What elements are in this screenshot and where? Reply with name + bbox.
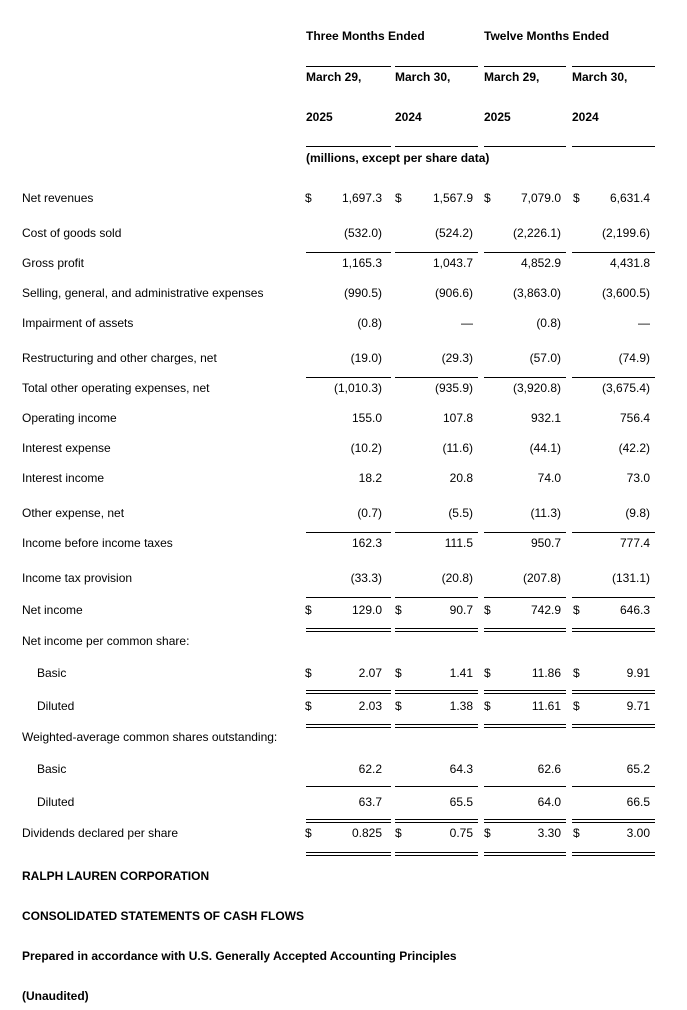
cell-value: 1,697.3 [341, 191, 382, 205]
column-year: 2024 [395, 110, 422, 124]
cell-value: 756.4 [619, 411, 650, 425]
header-rule [484, 66, 566, 67]
cell-value: 162.3 [351, 536, 382, 550]
unaudited-note: (Unaudited) [22, 989, 89, 1003]
currency-symbol: $ [573, 603, 580, 617]
cell-value: (935.9) [434, 381, 473, 395]
subtotal-rule [306, 532, 391, 533]
header-rule [484, 146, 566, 147]
row-label: Basic [37, 762, 67, 776]
currency-symbol: $ [484, 666, 491, 680]
row-label: Dividends declared per share [22, 826, 179, 840]
row-label: Net revenues [22, 191, 94, 205]
subtotal-rule [306, 786, 391, 787]
cell-value: (3,863.0) [512, 286, 561, 300]
subtotal-rule [395, 377, 478, 378]
cell-value: (0.8) [536, 316, 561, 330]
cell-value: 646.3 [619, 603, 650, 617]
double-underline [572, 690, 655, 694]
row-label: Basic [37, 666, 67, 680]
cell-value: (524.2) [434, 226, 473, 240]
row-label: Income tax provision [22, 571, 133, 585]
cell-value: 62.6 [537, 762, 561, 776]
double-underline [395, 724, 478, 728]
cell-value: (532.0) [343, 226, 382, 240]
column-year: 2025 [306, 110, 333, 124]
double-underline [306, 852, 391, 856]
double-underline [484, 628, 566, 632]
cell-value: 64.3 [449, 762, 473, 776]
double-underline [395, 628, 478, 632]
row-label: Total other operating expenses, net [22, 381, 210, 395]
gaap-note: Prepared in accordance with U.S. Generally Accepted Accounting Principles [22, 949, 457, 963]
header-rule [572, 66, 655, 67]
subtotal-rule [306, 597, 391, 598]
subtotal-rule [306, 252, 391, 253]
row-label: Net income [22, 603, 83, 617]
header-rule [306, 66, 391, 67]
double-underline [395, 690, 478, 694]
cell-value: 73.0 [626, 471, 650, 485]
column-date: March 30, [395, 70, 451, 84]
cell-value: 4,431.8 [609, 256, 650, 270]
row-label: Diluted [37, 699, 75, 713]
cell-value: (2,199.6) [601, 226, 650, 240]
statement-title: CONSOLIDATED STATEMENTS OF CASH FLOWS [22, 909, 304, 923]
row-label: Weighted-average common shares outstanding: [22, 730, 278, 744]
row-label: Selling, general, and administrative expenses [22, 286, 264, 300]
cell-value: 155.0 [351, 411, 382, 425]
cell-value: — [461, 316, 473, 330]
cell-value: 9.71 [626, 699, 650, 713]
header-rule [572, 146, 655, 147]
currency-symbol: $ [484, 699, 491, 713]
cell-value: 66.5 [626, 795, 650, 809]
row-label: Operating income [22, 411, 117, 425]
cell-value: 0.825 [351, 826, 382, 840]
subtotal-rule [572, 377, 655, 378]
currency-symbol: $ [573, 699, 580, 713]
cell-value: (5.5) [448, 506, 473, 520]
currency-symbol: $ [395, 191, 402, 205]
double-underline [572, 724, 655, 728]
currency-symbol: $ [573, 191, 580, 205]
cell-value: 65.2 [626, 762, 650, 776]
cell-value: 2.07 [358, 666, 382, 680]
subtotal-rule [572, 252, 655, 253]
cell-value: 1.38 [449, 699, 473, 713]
cell-value: (990.5) [343, 286, 382, 300]
cell-value: (42.2) [618, 441, 650, 455]
cell-value: 3.30 [537, 826, 561, 840]
double-underline [484, 690, 566, 694]
currency-symbol: $ [484, 826, 491, 840]
cell-value: 7,079.0 [520, 191, 561, 205]
subtotal-rule [572, 532, 655, 533]
cell-value: (131.1) [611, 571, 650, 585]
column-date: March 30, [572, 70, 628, 84]
cell-value: 65.5 [449, 795, 473, 809]
currency-symbol: $ [305, 666, 312, 680]
currency-symbol: $ [395, 666, 402, 680]
double-underline [395, 852, 478, 856]
cell-value: 74.0 [537, 471, 561, 485]
cell-value: (44.1) [529, 441, 561, 455]
header-three-months: Three Months Ended [306, 29, 425, 43]
cell-value: (9.8) [625, 506, 650, 520]
currency-symbol: $ [395, 826, 402, 840]
cell-value: 111.5 [444, 536, 473, 550]
cell-value: 742.9 [530, 603, 561, 617]
cell-value: 6,631.4 [609, 191, 650, 205]
company-name: RALPH LAUREN CORPORATION [22, 869, 210, 883]
cell-value: (19.0) [350, 351, 382, 365]
double-underline [572, 852, 655, 856]
column-year: 2025 [484, 110, 511, 124]
cell-value: (29.3) [441, 351, 473, 365]
cell-value: 1.41 [449, 666, 473, 680]
cell-value: (11.3) [530, 506, 561, 520]
units-note: (millions, except per share data) [306, 151, 490, 165]
cell-value: (74.9) [618, 351, 650, 365]
subtotal-rule [572, 786, 655, 787]
cell-value: (3,600.5) [601, 286, 650, 300]
cell-value: 107.8 [442, 411, 473, 425]
header-rule [395, 146, 478, 147]
cell-value: (0.8) [357, 316, 382, 330]
cell-value: (906.6) [434, 286, 473, 300]
cell-value: — [638, 316, 650, 330]
double-underline [306, 724, 391, 728]
currency-symbol: $ [573, 826, 580, 840]
subtotal-rule [572, 597, 655, 598]
currency-symbol: $ [395, 603, 402, 617]
cell-value: (1,010.3) [333, 381, 382, 395]
cell-value: 777.4 [619, 536, 650, 550]
cell-value: (57.0) [529, 351, 561, 365]
cell-value: 0.75 [449, 826, 473, 840]
cell-value: (3,920.8) [512, 381, 561, 395]
subtotal-rule [395, 252, 478, 253]
cell-value: 2.03 [358, 699, 382, 713]
cell-value: 62.2 [358, 762, 382, 776]
row-label: Interest expense [22, 441, 111, 455]
double-underline [484, 724, 566, 728]
row-label: Restructuring and other charges, net [22, 351, 217, 365]
cell-value: (2,226.1) [512, 226, 561, 240]
cell-value: 90.7 [449, 603, 473, 617]
currency-symbol: $ [395, 699, 402, 713]
double-underline [484, 819, 566, 823]
cell-value: (33.3) [350, 571, 382, 585]
column-year: 2024 [572, 110, 599, 124]
cell-value: 63.7 [358, 795, 382, 809]
subtotal-rule [484, 786, 566, 787]
row-label: Interest income [22, 471, 105, 485]
double-underline [306, 628, 391, 632]
subtotal-rule [395, 597, 478, 598]
cell-value: 11.86 [531, 666, 561, 680]
subtotal-rule [395, 786, 478, 787]
currency-symbol: $ [573, 666, 580, 680]
cell-value: (207.8) [522, 571, 561, 585]
header-rule [306, 146, 391, 147]
subtotal-rule [306, 377, 391, 378]
column-date: March 29, [484, 70, 540, 84]
row-label: Diluted [37, 795, 75, 809]
double-underline [484, 852, 566, 856]
cell-value: (3,675.4) [601, 381, 650, 395]
column-date: March 29, [306, 70, 362, 84]
header-twelve-months: Twelve Months Ended [484, 29, 610, 43]
currency-symbol: $ [484, 603, 491, 617]
double-underline [306, 690, 391, 694]
cell-value: 64.0 [537, 795, 561, 809]
double-underline [395, 819, 478, 823]
currency-symbol: $ [305, 603, 312, 617]
cell-value: (10.2) [350, 441, 382, 455]
cell-value: 932.1 [530, 411, 561, 425]
row-label: Net income per common share: [22, 634, 190, 648]
cell-value: 11.61 [531, 699, 561, 713]
cell-value: 9.91 [626, 666, 650, 680]
cell-value: 129.0 [351, 603, 382, 617]
row-label: Income before income taxes [22, 536, 173, 550]
currency-symbol: $ [484, 191, 491, 205]
subtotal-rule [484, 377, 566, 378]
currency-symbol: $ [305, 826, 312, 840]
cell-value: (0.7) [357, 506, 382, 520]
header-rule [395, 66, 478, 67]
row-label: Gross profit [22, 256, 85, 270]
cell-value: 20.8 [449, 471, 473, 485]
cell-value: 1,567.9 [432, 191, 473, 205]
cell-value: (11.6) [442, 441, 473, 455]
cell-value: 18.2 [358, 471, 382, 485]
subtotal-rule [395, 532, 478, 533]
double-underline [306, 819, 391, 823]
cell-value: 1,043.7 [432, 256, 473, 270]
subtotal-rule [484, 532, 566, 533]
currency-symbol: $ [305, 699, 312, 713]
row-label: Other expense, net [22, 506, 125, 520]
double-underline [572, 819, 655, 823]
currency-symbol: $ [305, 191, 312, 205]
row-label: Impairment of assets [22, 316, 134, 330]
cell-value: 950.7 [530, 536, 561, 550]
cell-value: 3.00 [626, 826, 650, 840]
double-underline [572, 628, 655, 632]
row-label: Cost of goods sold [22, 226, 122, 240]
cell-value: 4,852.9 [520, 256, 561, 270]
subtotal-rule [484, 597, 566, 598]
cell-value: 1,165.3 [341, 256, 382, 270]
cell-value: (20.8) [441, 571, 473, 585]
subtotal-rule [484, 252, 566, 253]
